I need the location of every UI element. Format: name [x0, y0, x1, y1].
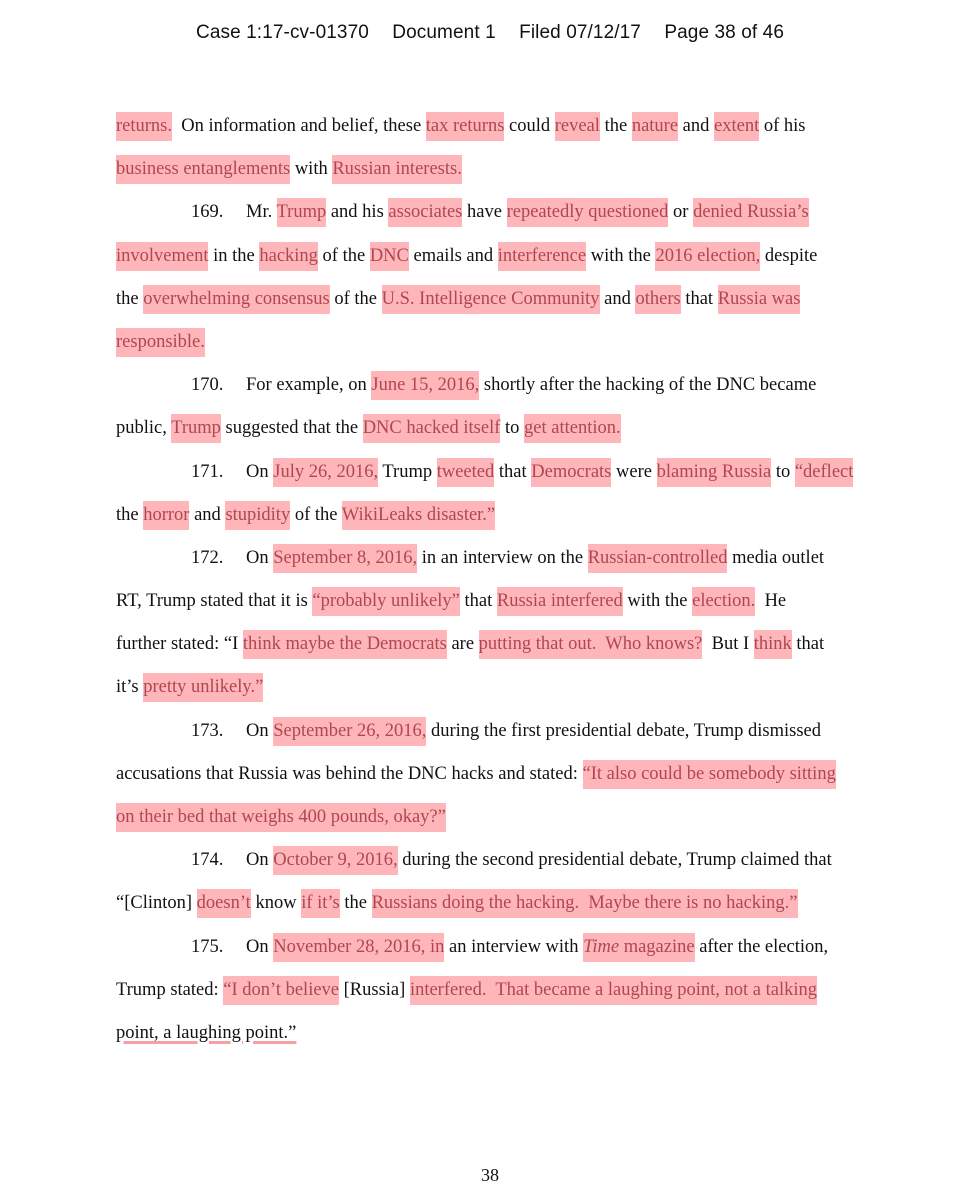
underlined-text: point, a laughing point.”	[116, 1022, 297, 1043]
highlighted-text: involvement	[116, 242, 208, 271]
text-run: that	[494, 461, 532, 482]
text-run: Trump	[378, 461, 437, 482]
text-run: during the second presidential debate, Trump claimed that	[397, 850, 832, 871]
highlighted-text: Russian interests.	[332, 155, 462, 184]
highlighted-text: election.	[692, 587, 755, 616]
paragraph-start-line	[116, 455, 876, 498]
paragraph-number: 169.	[191, 202, 224, 223]
highlighted-text: if it’s	[301, 889, 340, 918]
highlighted-text: doesn’t	[197, 889, 251, 918]
text-line	[116, 411, 876, 454]
text-run: the	[116, 288, 144, 309]
text-run: that	[459, 591, 497, 612]
text-line	[116, 973, 876, 1016]
document-number: Document 1	[392, 22, 496, 43]
text-run: to	[771, 461, 795, 482]
text-run: For example, on	[246, 375, 372, 396]
text-run: know	[250, 893, 302, 914]
text-run: after the election,	[694, 936, 829, 957]
highlighted-text: July 26, 2016,	[273, 458, 378, 487]
text-line	[116, 886, 876, 929]
text-run: and	[599, 288, 636, 309]
text-run: to	[500, 418, 525, 439]
text-line	[116, 152, 876, 195]
text-run: public,	[116, 418, 172, 439]
highlighted-text: WikiLeaks disaster.”	[342, 501, 495, 530]
paragraph-start-line	[116, 541, 876, 584]
highlighted-text: “deflect	[795, 458, 854, 487]
highlighted-text: DNC	[370, 242, 409, 271]
text-run: were	[611, 461, 657, 482]
text-run: during the first presidential debate, Trump dismissed	[426, 720, 821, 741]
highlighted-text: June 15, 2016,	[371, 371, 479, 400]
highlighted-text: Time	[583, 933, 619, 962]
highlighted-text: overwhelming consensus	[143, 285, 330, 314]
highlighted-text: nature	[632, 112, 678, 141]
highlighted-text: November 28, 2016, in	[273, 933, 444, 962]
text-run: But I	[702, 634, 754, 655]
text-line	[116, 325, 876, 368]
highlighted-text: pretty unlikely.”	[143, 673, 263, 702]
paragraph-start-line	[116, 368, 876, 411]
text-run: further stated: “I	[116, 634, 243, 655]
text-run: media outlet	[727, 547, 825, 568]
document-body	[116, 109, 876, 1059]
text-run: could	[504, 116, 555, 136]
highlighted-text: hacking	[259, 242, 318, 271]
highlighted-text: on their bed that weighs 400 pounds, okay?”	[116, 803, 446, 832]
text-run: suggested that the	[220, 418, 363, 439]
highlighted-text: associates	[388, 198, 462, 227]
text-line	[116, 670, 876, 713]
paragraph-start-line	[116, 195, 876, 238]
text-line	[116, 239, 876, 282]
highlighted-text: interfered. That became a laughing point, not a talking	[410, 976, 817, 1005]
highlighted-text: Democrats	[531, 458, 611, 487]
text-run: with the	[586, 245, 656, 266]
text-run: that	[680, 288, 718, 309]
text-run: of the	[290, 504, 342, 525]
highlighted-text: denied Russia’s	[693, 198, 809, 227]
text-run: of the	[317, 245, 370, 266]
highlighted-text: Trump	[171, 414, 221, 443]
highlighted-text: Russian-controlled	[588, 544, 728, 573]
paragraph-start-line	[116, 714, 876, 757]
paragraph-number: 172.	[191, 547, 224, 568]
highlighted-text: October 9, 2016,	[273, 846, 397, 875]
highlighted-text: Russia interfered	[497, 587, 623, 616]
text-run: On	[246, 850, 274, 871]
text-run: On	[246, 720, 274, 741]
highlighted-text: stupidity	[225, 501, 290, 530]
text-run: the	[339, 893, 372, 914]
case-number: Case 1:17-cv-01370	[196, 22, 369, 43]
text-line	[116, 109, 876, 152]
highlighted-text: business entanglements	[116, 155, 290, 184]
text-run: Mr.	[246, 202, 277, 223]
text-run: and	[189, 504, 226, 525]
text-run: of the	[329, 288, 382, 309]
text-run: in the	[208, 245, 260, 266]
highlighted-text: interference	[498, 242, 586, 271]
highlighted-text: blaming Russia	[657, 458, 772, 487]
highlighted-text: Trump	[277, 198, 327, 227]
text-line	[116, 584, 876, 627]
text-line	[116, 1016, 876, 1059]
text-run: On information and belief, these	[172, 116, 426, 136]
text-run: On	[246, 547, 274, 568]
text-run: the	[116, 504, 144, 525]
page-indicator: Page 38 of 46	[664, 22, 784, 43]
paragraph-number: 170.	[191, 375, 224, 396]
text-line	[116, 757, 876, 800]
page-number: 38	[481, 1165, 499, 1185]
highlighted-text: returns.	[116, 112, 172, 141]
paragraph-start-line	[116, 930, 876, 973]
text-run: emails and	[408, 245, 498, 266]
text-run: On	[246, 461, 274, 482]
text-run: On	[246, 936, 274, 957]
text-run: shortly after the hacking of the DNC became	[479, 375, 817, 396]
text-run: with the	[622, 591, 693, 612]
text-run: and his	[326, 202, 389, 223]
highlighted-text: U.S. Intelligence Community	[382, 285, 600, 314]
text-run: accusations that Russia was behind the DNC hacks and stated:	[116, 763, 583, 784]
text-run: “[Clinton]	[116, 893, 197, 914]
text-line	[116, 800, 876, 843]
paragraph-number: 174.	[191, 850, 224, 871]
highlighted-text: “I don’t believe	[223, 976, 339, 1005]
page-footer	[0, 1165, 980, 1186]
text-line	[116, 282, 876, 325]
text-run: in an interview on the	[417, 547, 588, 568]
highlighted-text: September 26, 2016,	[273, 717, 426, 746]
text-run: and	[678, 116, 715, 136]
text-run: it’s	[116, 677, 144, 698]
highlighted-text: think	[754, 630, 792, 659]
highlighted-text: “probably unlikely”	[312, 587, 459, 616]
text-line	[116, 498, 876, 541]
highlighted-text: Russia was	[718, 285, 801, 314]
highlighted-text: others	[635, 285, 680, 314]
highlighted-text: “It also could be somebody sitting	[583, 760, 836, 789]
highlighted-text: think maybe the Democrats	[243, 630, 447, 659]
highlighted-text: get attention.	[524, 414, 621, 443]
highlighted-text: putting that out. Who knows?	[479, 630, 703, 659]
paragraph-start-line	[116, 843, 876, 886]
paragraph-number: 175.	[191, 936, 224, 957]
highlighted-text: tax returns	[426, 112, 505, 141]
highlighted-text: reveal	[555, 112, 600, 141]
highlighted-text: 2016 election,	[655, 242, 760, 271]
highlighted-text: Russians doing the hacking. Maybe there is no hacking.”	[372, 889, 798, 918]
highlighted-text: extent	[714, 112, 759, 141]
highlighted-text: horror	[143, 501, 189, 530]
text-run: or	[668, 202, 694, 223]
highlighted-text: magazine	[619, 933, 695, 962]
text-run: [Russia]	[339, 979, 410, 1000]
text-run: RT, Trump stated that it is	[116, 591, 313, 612]
highlighted-text: responsible.	[116, 328, 205, 357]
highlighted-text: tweeted	[437, 458, 495, 487]
text-run: have	[462, 202, 507, 223]
text-run: with	[290, 159, 333, 180]
text-run: He	[755, 591, 787, 612]
text-run: that	[791, 634, 825, 655]
text-run: the	[599, 116, 632, 136]
text-run: an interview with	[444, 936, 584, 957]
text-run: of his	[759, 116, 806, 136]
filed-date: Filed 07/12/17	[519, 22, 641, 43]
text-run: are	[446, 634, 479, 655]
paragraph-number: 171.	[191, 461, 224, 482]
text-run: Trump stated:	[116, 979, 224, 1000]
highlighted-text: DNC hacked itself	[363, 414, 501, 443]
case-header	[0, 22, 980, 44]
paragraph-number: 173.	[191, 720, 224, 741]
highlighted-text: September 8, 2016,	[273, 544, 417, 573]
text-run: despite	[760, 245, 818, 266]
text-line	[116, 627, 876, 670]
highlighted-text: repeatedly questioned	[507, 198, 669, 227]
